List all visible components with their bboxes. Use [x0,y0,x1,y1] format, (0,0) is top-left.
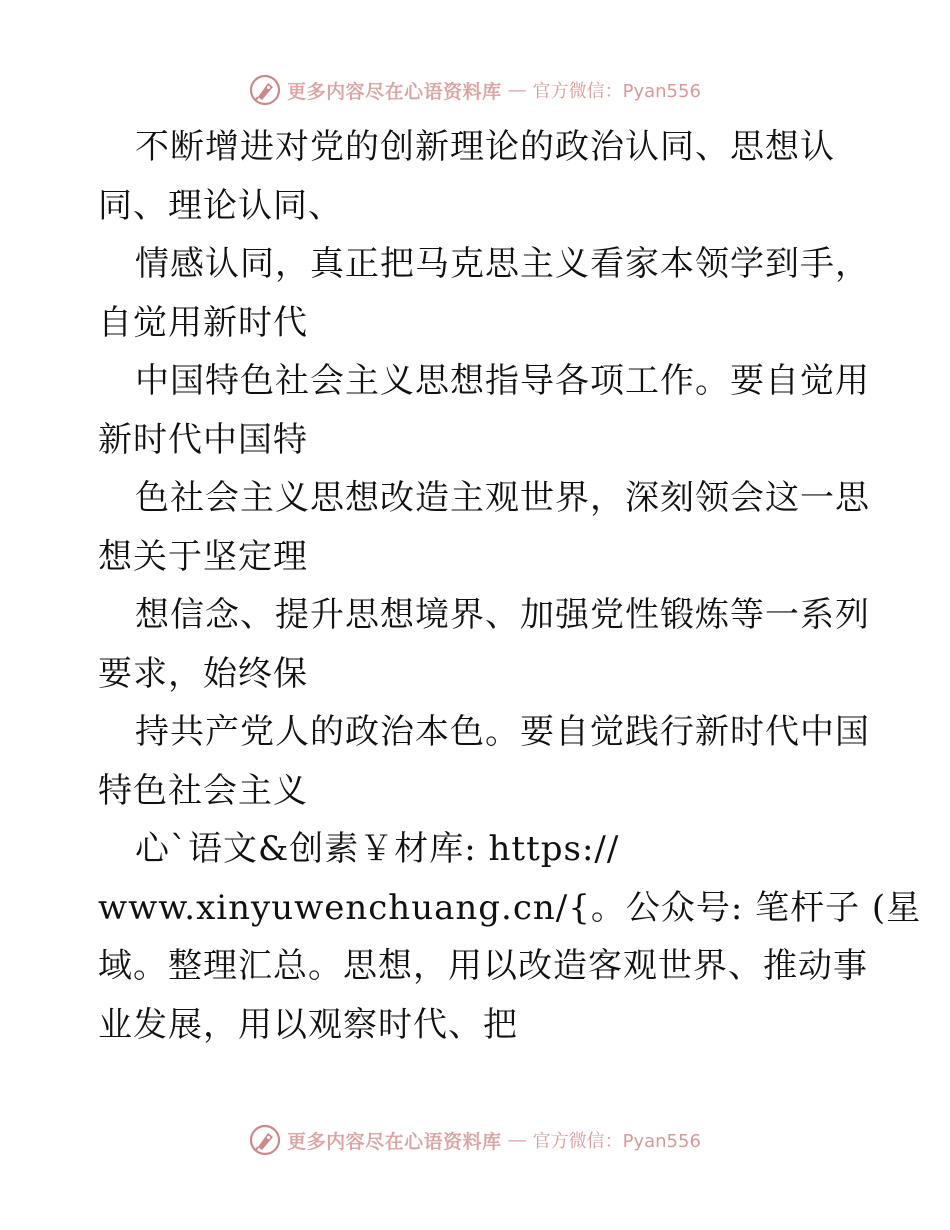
body-line-url-label: 心`语文&创素￥材库: https:// [135,829,620,869]
body-line: 中国特色社会主义思想指导各项工作。要自觉用 [135,361,870,401]
document-body [98,118,922,1054]
body-line: 色社会主义思想改造主观世界，深刻领会这一思 [135,478,870,518]
body-line: 要求，始终保 [98,653,308,694]
header-banner-text: 更多内容尽在心语资料库 [287,80,502,103]
header-separator: — [507,79,527,101]
body-line: 自觉用新时代 [98,302,308,343]
body-line: 域。整理汇总。思想，用以改造客观世界、推动事 [98,946,868,986]
header-banner [0,70,950,110]
pen-nib-logo-icon [249,74,281,106]
body-line: 想关于坚定理 [98,536,308,577]
body-line-url: www.xinyuwenchuang.cn/{。公众号: 笔杆子 (星 [98,887,922,928]
body-line: 不断增进对党的创新理论的政治认同、思想认 [135,127,835,167]
footer-wechat-text: 官方微信：Pyan556 [532,1131,701,1152]
body-line: 情感认同，真正把马克思主义看家本领学到手， [135,244,870,284]
body-line: 业发展，用以观察时代、把 [98,1004,518,1045]
footer-banner [0,1120,950,1160]
body-line: 同、理论认同、 [98,185,343,226]
body-line: 特色社会主义 [98,770,308,811]
body-line: 想信念、提升思想境界、加强党性锻炼等一系列 [135,595,870,635]
body-line: 持共产党人的政治本色。要自觉践行新时代中国 [135,712,870,752]
body-line: 新时代中国特 [98,419,308,460]
pen-nib-logo-icon [249,1124,281,1156]
footer-banner-text: 更多内容尽在心语资料库 [287,1130,502,1153]
header-wechat-text: 官方微信：Pyan556 [532,81,701,102]
footer-separator: — [507,1129,527,1151]
